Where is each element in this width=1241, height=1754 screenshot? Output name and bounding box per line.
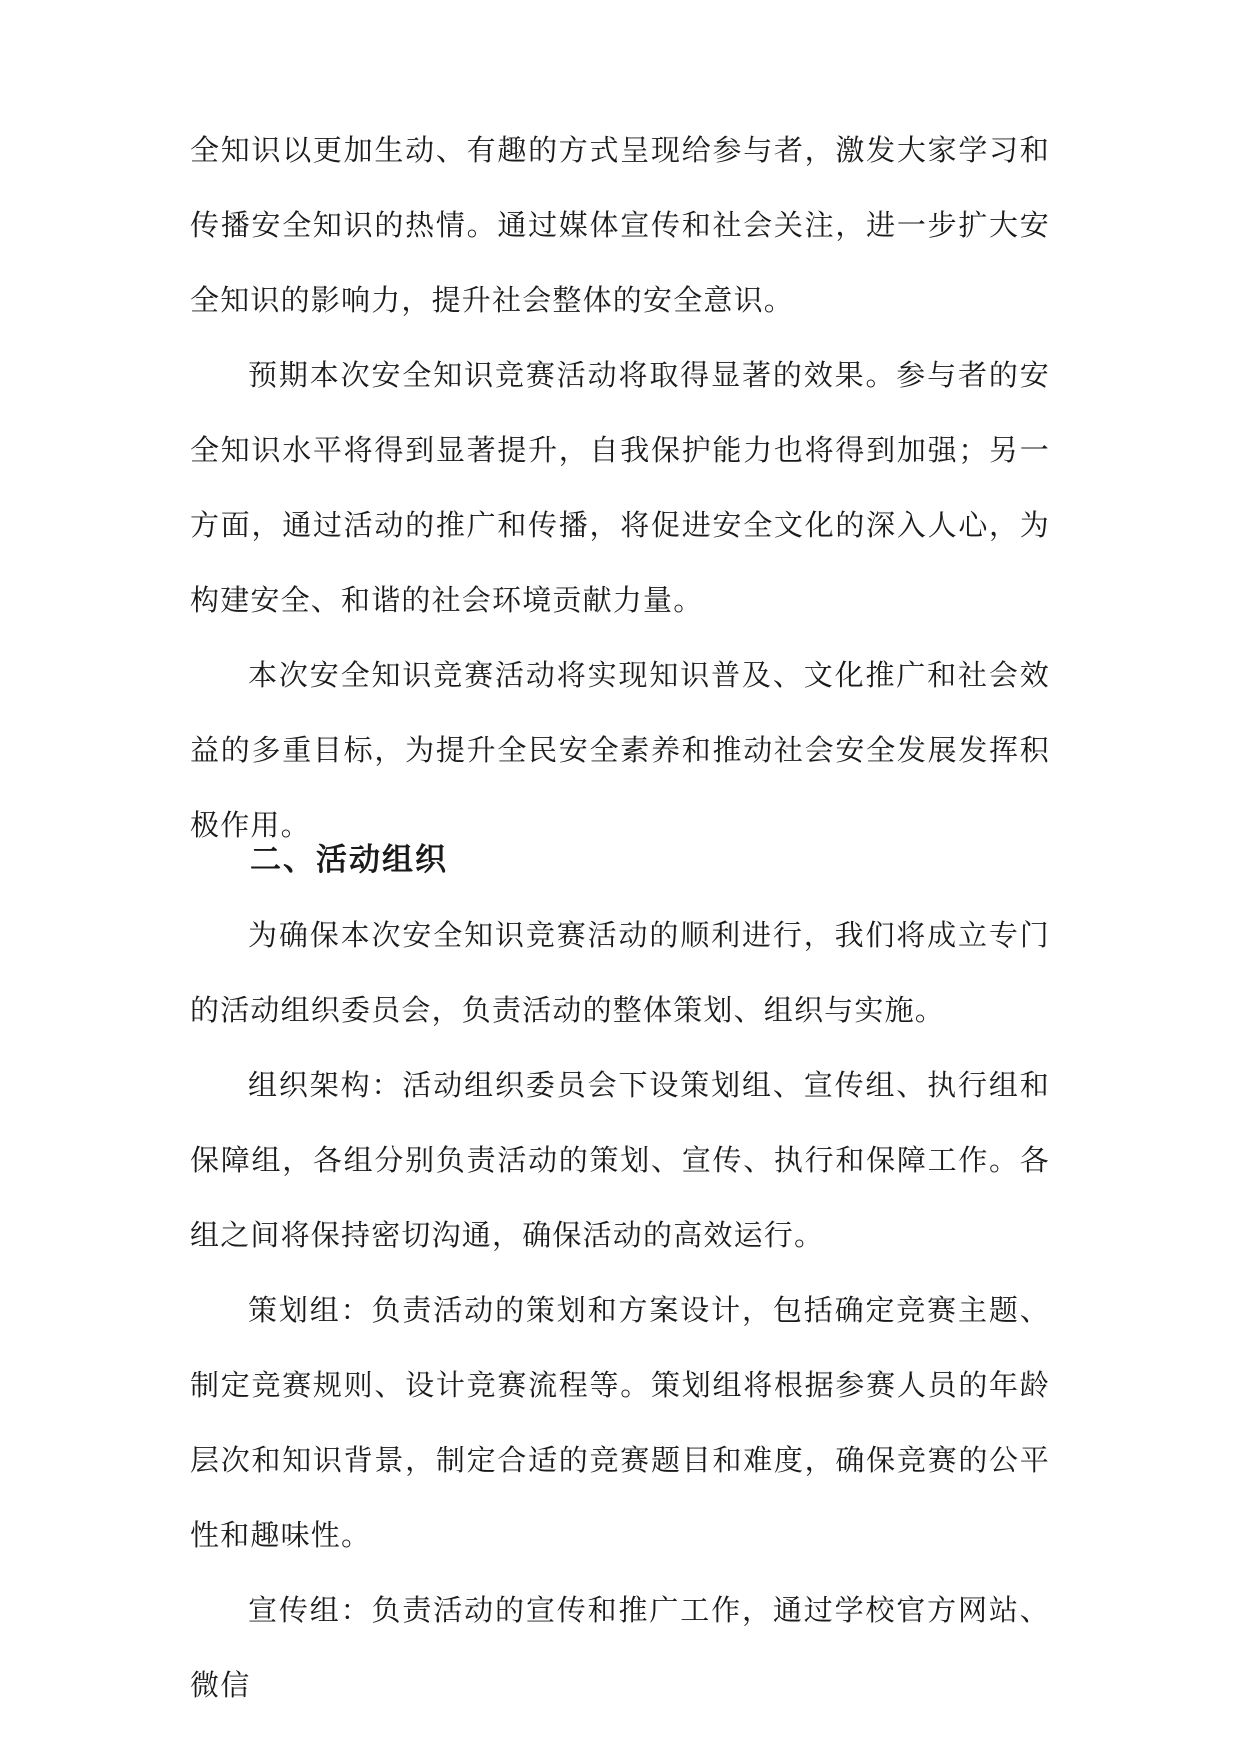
paragraph-planning-group: 策划组：负责活动的策划和方案设计，包括确定竞赛主题、制定竞赛规则、设计竞赛流程等。策划组将根据参赛人员的年龄层次和知识背景，制定合适的竞赛题目和难度，确保竞赛的公平性和趣味性。	[190, 1293, 1050, 1552]
section-heading: 二、活动组织	[250, 842, 448, 878]
section-1-body	[190, 113, 1050, 863]
paragraph-structure: 组织架构：活动组织委员会下设策划组、宣传组、执行组和保障组，各组分别负责活动的策划、宣传、执行和保障工作。各组之间将保持密切沟通，确保活动的高效运行。	[190, 1068, 1050, 1252]
paragraph-continuation: 全知识以更加生动、有趣的方式呈现给参与者，激发大家学习和传播安全知识的热情。通过媒体宣传和社会关注，进一步扩大安全知识的影响力，提升社会整体的安全意识。	[190, 133, 1050, 317]
section-2-body	[190, 898, 1050, 1723]
paragraph-expected-effects: 预期本次安全知识竞赛活动将取得显著的效果。参与者的安全知识水平将得到显著提升，自我保护能力也将得到加强；另一方面，通过活动的推广和传播，将促进安全文化的深入人心，为构建安全、和谐的社会环境贡献力量。	[190, 358, 1050, 617]
paragraph-goals: 本次安全知识竞赛活动将实现知识普及、文化推广和社会效益的多重目标，为提升全民安全素养和推动社会安全发展发挥积极作用。	[190, 658, 1050, 842]
paragraph-publicity-group: 宣传组：负责活动的宣传和推广工作，通过学校官方网站、微信	[190, 1593, 1050, 1702]
paragraph-committee: 为确保本次安全知识竞赛活动的顺利进行，我们将成立专门的活动组织委员会，负责活动的整体策划、组织与实施。	[190, 918, 1050, 1027]
